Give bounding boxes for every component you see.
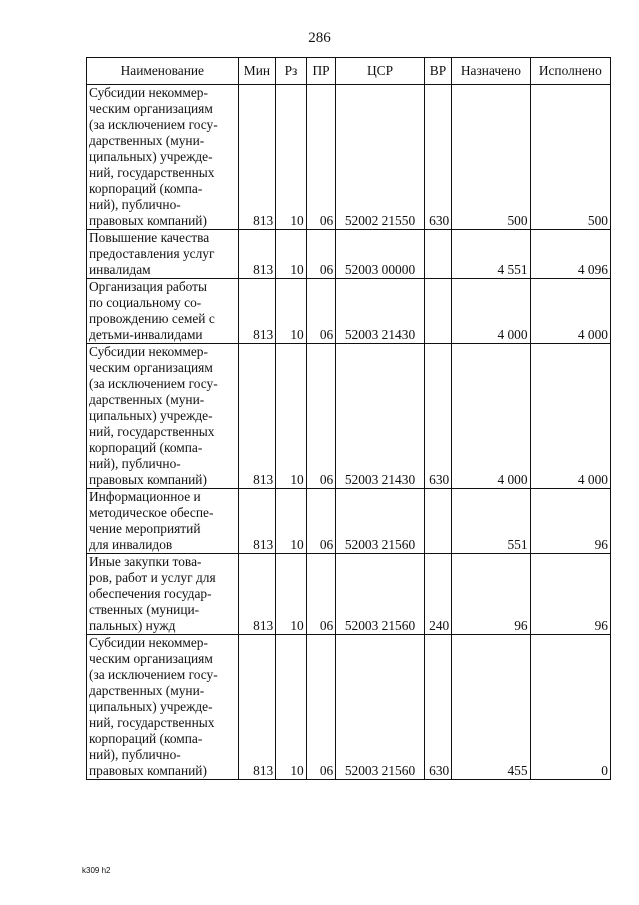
row-assigned-cell: 96 — [452, 554, 530, 635]
row-rz-cell: 10 — [276, 279, 307, 344]
row-name-line: методическое обеспе- — [89, 505, 214, 520]
table-body — [87, 85, 611, 780]
row-min-cell: 813 — [238, 230, 276, 279]
table-row — [87, 85, 611, 230]
row-rz-cell: 10 — [276, 230, 307, 279]
row-name-line: корпораций (компа- — [89, 731, 203, 746]
row-vr-cell: 630 — [424, 344, 451, 489]
row-csr-cell: 52003 21430 — [336, 344, 425, 489]
column-header-vr: ВР — [424, 58, 451, 85]
row-rz-cell: 10 — [276, 344, 307, 489]
column-header-min: Мин — [238, 58, 276, 85]
row-csr-cell: 52003 21560 — [336, 635, 425, 780]
column-header-csr: ЦСР — [336, 58, 425, 85]
row-vr-cell — [424, 489, 451, 554]
row-executed-cell: 96 — [530, 554, 610, 635]
column-header-pr: ПР — [306, 58, 336, 85]
row-name-line: правовых компаний) — [89, 472, 207, 487]
row-name-line: обеспечения государ- — [89, 586, 212, 601]
row-pr-cell: 06 — [306, 230, 336, 279]
column-header-rz: Рз — [276, 58, 307, 85]
row-vr-cell: 630 — [424, 85, 451, 230]
table-row — [87, 635, 611, 780]
row-executed-cell: 0 — [530, 635, 610, 780]
row-name-cell — [87, 279, 239, 344]
row-rz-cell: 10 — [276, 635, 307, 780]
row-executed-cell: 96 — [530, 489, 610, 554]
row-name-line: предоставления услуг — [89, 246, 215, 261]
row-min-cell: 813 — [238, 489, 276, 554]
row-name-line: инвалидам — [89, 262, 151, 277]
row-rz-cell: 10 — [276, 554, 307, 635]
row-pr-cell: 06 — [306, 279, 336, 344]
row-name-line: по социальному со- — [89, 295, 202, 310]
row-rz-cell: 10 — [276, 489, 307, 554]
row-name-line: Субсидии некоммер- — [89, 85, 208, 100]
row-pr-cell: 06 — [306, 344, 336, 489]
row-name-cell — [87, 489, 239, 554]
row-name-line: для инвалидов — [89, 537, 173, 552]
footer-code: k309 h2 — [82, 866, 111, 875]
row-assigned-cell: 4 000 — [452, 344, 530, 489]
column-header-name: Наименование — [87, 58, 239, 85]
row-min-cell: 813 — [238, 554, 276, 635]
row-min-cell: 813 — [238, 635, 276, 780]
row-name-line: Субсидии некоммер- — [89, 344, 208, 359]
row-name-line: ний), публично- — [89, 456, 181, 471]
row-rz-cell: 10 — [276, 85, 307, 230]
row-name-cell — [87, 635, 239, 780]
column-header-assigned: Назначено — [452, 58, 530, 85]
row-name-line: дарственных (муни- — [89, 133, 205, 148]
budget-table — [86, 57, 611, 780]
row-name-line: дарственных (муни- — [89, 392, 205, 407]
row-name-line: дарственных (муни- — [89, 683, 205, 698]
row-name-line: провождению семей с — [89, 311, 215, 326]
row-name-line: Повышение качества — [89, 230, 210, 245]
row-name-line: детьми-инвалидами — [89, 327, 203, 342]
row-min-cell: 813 — [238, 279, 276, 344]
row-name-line: ний, государственных — [89, 165, 215, 180]
page-number: 286 — [308, 30, 331, 46]
row-csr-cell: 52003 21430 — [336, 279, 425, 344]
row-vr-cell: 630 — [424, 635, 451, 780]
row-pr-cell: 06 — [306, 635, 336, 780]
row-executed-cell: 4 000 — [530, 279, 610, 344]
row-name-line: корпораций (компа- — [89, 440, 203, 455]
row-name-line: ципальных) учрежде- — [89, 149, 213, 164]
row-name-line: ний), публично- — [89, 747, 181, 762]
row-name-cell — [87, 554, 239, 635]
table-row — [87, 279, 611, 344]
row-assigned-cell: 551 — [452, 489, 530, 554]
table-row — [87, 344, 611, 489]
table-header-row — [87, 58, 611, 85]
row-name-line: ческим организациям — [89, 101, 213, 116]
row-name-line: ственных (муници- — [89, 602, 200, 617]
row-name-line: ний), публично- — [89, 197, 181, 212]
row-name-cell — [87, 85, 239, 230]
row-vr-cell — [424, 279, 451, 344]
row-name-line: пальных) нужд — [89, 618, 176, 633]
row-name-line: Иные закупки това- — [89, 554, 202, 569]
row-csr-cell: 52003 00000 — [336, 230, 425, 279]
row-csr-cell: 52003 21560 — [336, 489, 425, 554]
row-name-line: (за исключением госу- — [89, 376, 218, 391]
row-vr-cell — [424, 230, 451, 279]
row-name-cell — [87, 344, 239, 489]
row-executed-cell: 4 096 — [530, 230, 610, 279]
row-name-line: чение мероприятий — [89, 521, 201, 536]
row-pr-cell: 06 — [306, 85, 336, 230]
row-pr-cell: 06 — [306, 489, 336, 554]
row-name-line: ний, государственных — [89, 715, 215, 730]
row-csr-cell: 52002 21550 — [336, 85, 425, 230]
row-name-line: ципальных) учрежде- — [89, 699, 213, 714]
row-assigned-cell: 4 000 — [452, 279, 530, 344]
row-executed-cell: 4 000 — [530, 344, 610, 489]
row-min-cell: 813 — [238, 85, 276, 230]
row-name-line: правовых компаний) — [89, 213, 207, 228]
row-name-line: правовых компаний) — [89, 763, 207, 778]
row-name-line: корпораций (компа- — [89, 181, 203, 196]
row-name-line: ров, работ и услуг для — [89, 570, 216, 585]
table-row — [87, 230, 611, 279]
row-name-cell — [87, 230, 239, 279]
row-name-line: (за исключением госу- — [89, 667, 218, 682]
row-name-line: Организация работы — [89, 279, 208, 294]
row-vr-cell: 240 — [424, 554, 451, 635]
row-csr-cell: 52003 21560 — [336, 554, 425, 635]
row-name-line: ний, государственных — [89, 424, 215, 439]
row-assigned-cell: 4 551 — [452, 230, 530, 279]
table-row — [87, 554, 611, 635]
row-name-line: ческим организациям — [89, 651, 213, 666]
row-min-cell: 813 — [238, 344, 276, 489]
column-header-executed: Исполнено — [530, 58, 610, 85]
row-assigned-cell: 500 — [452, 85, 530, 230]
row-name-line: ческим организациям — [89, 360, 213, 375]
row-executed-cell: 500 — [530, 85, 610, 230]
row-name-line: Субсидии некоммер- — [89, 635, 208, 650]
row-pr-cell: 06 — [306, 554, 336, 635]
row-name-line: ципальных) учрежде- — [89, 408, 213, 423]
row-name-line: Информационное и — [89, 489, 201, 504]
row-assigned-cell: 455 — [452, 635, 530, 780]
row-name-line: (за исключением госу- — [89, 117, 218, 132]
table-row — [87, 489, 611, 554]
